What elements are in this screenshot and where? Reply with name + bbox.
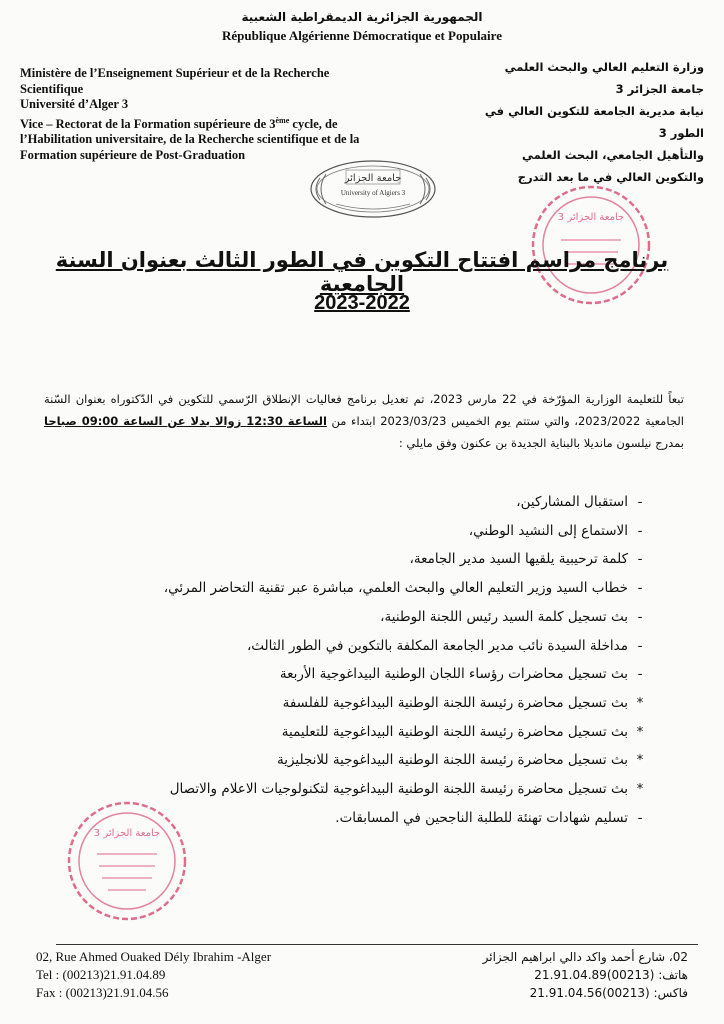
ministry-line-1: Ministère de l’Enseignement Supérieur et de la Recherche (20, 66, 330, 80)
footer-tel-ar: هاتف: (00213)21.91.04.89 (534, 968, 688, 982)
ministry-ar-line-5: والتكوين العالي في ما بعد التدرج (517, 170, 704, 184)
list-item: -الاستماع إلى النشيد الوطني، (468, 522, 643, 539)
footer-tel-fr: Tel : (00213)21.91.04.89 (36, 967, 166, 982)
header-french: République Algérienne Démocratique et Populaire (222, 28, 502, 43)
list-item: -مداخلة السيدة نائب مدير الجامعة المكلفة بالتكوين في الطور الثالث، (246, 637, 643, 654)
ministry-ar-line-1: وزارة التعليم العالي والبحث العلمي (504, 60, 704, 74)
university-logo (306, 158, 440, 220)
svg-text:جامعة الجزائر 3: جامعة الجزائر 3 (557, 212, 625, 223)
footer-address-ar: 02، شارع أحمد واكد دالي ابراهيم الجزائر (482, 950, 688, 964)
list-item: *بث تسجيل محاضرة رئيسة اللجنة الوطنية البيداغوجية للفلسفة (282, 694, 644, 711)
list-item: -تسليم شهادات تهنئة للطلبة الناجحين في المسابقات. (335, 809, 643, 826)
footer-contact-fr (36, 948, 271, 1002)
list-item: -استقبال المشاركين، (516, 494, 643, 510)
ministry-ar-line-3: نيابة مديرية الجامعة للتكوين العالي في الطور 3 (484, 104, 704, 140)
university-line: Université d’Alger 3 (20, 97, 129, 111)
svg-text:جامعة الجزائر 3: جامعة الجزائر 3 (93, 828, 161, 839)
ministry-block-fr (20, 66, 392, 163)
list-item: *بث تسجيل محاضرة رئيسة اللجنة الوطنية البيداغوجية للانجليزية (276, 752, 644, 769)
footer-fax-fr: Fax : (00213)21.91.04.56 (36, 985, 169, 1000)
vice-rectorat-line: Vice – Rectorat de la Formation supérieure de 3ème cycle, de (20, 115, 338, 131)
list-item: *بث تسجيل محاضرة رئيسة اللجنة الوطنية البيداغوجية للتعليمية (281, 723, 644, 740)
list-item: -بث تسجيل كلمة السيد رئيس اللجنة الوطنية، (380, 608, 643, 625)
footer-fax-ar: فاكس: (00213)21.91.04.56 (529, 986, 688, 1000)
footer-address-fr: 02, Rue Ahmed Ouaked Dély Ibrahim -Alger (36, 949, 272, 964)
ministry-line-2: Scientifique (20, 81, 84, 96)
program-list (92, 488, 652, 832)
header-arabic: الجمهورية الجزائرية الديمقراطية الشعبية (241, 10, 483, 24)
footer-divider (56, 944, 698, 945)
vice-rectorat-line-2: l’Habilitation universitaire, de la Recherche scientifique et de la (20, 132, 360, 147)
ministry-block-ar (464, 56, 704, 188)
list-item: -بث تسجيل محاضرات رؤساء اللجان الوطنية البيداغوجية الأربعة (279, 666, 643, 683)
official-stamp-bottom (62, 796, 192, 926)
ministry-ar-line-4: والتأهيل الجامعي، البحث العلمي (521, 148, 704, 162)
footer-contact-ar (483, 948, 688, 1002)
academic-year: 2023-2022 (314, 292, 410, 314)
time-highlight: الساعة 12:30 زوالا بدلا عن الساعة 09:00 صباحا (44, 414, 327, 428)
list-item: -كلمة ترحيبية يلقيها السيد مدير الجامعة، (409, 551, 643, 568)
document-title: برنامج مراسم افتتاح التكوين في الطور الثالث بعنوان السنة الجامعية (55, 248, 669, 296)
svg-text:University of Algiers 3: University of Algiers 3 (340, 189, 406, 197)
intro-paragraph: تبعاً للتعليمة الوزارية المؤرّخة في 22 مارس 2023، تم تعديل برنامج فعاليات الإنطلاق الرّسمي للتكوين في الدّكتوراه بعنوان السّنة الجامعية 2023/2022، والتي ستتم يوم الخميس 2023/03/23 ابتداء من الساعة 12:30 زوالا بدلا عن الساعة 09:00 صباحا بمدرج نيلسون مانديلا بالبناية الجديدة بن عكنون وفق مايلي : (44, 392, 684, 450)
list-item: *بث تسجيل محاضرة رئيسة اللجنة الوطنية البيداغوجية لتكنولوجيات الاعلام والاتصال (169, 781, 644, 798)
svg-text:جامعة الجزائر: جامعة الجزائر (344, 173, 402, 184)
ministry-ar-line-2: جامعة الجزائر 3 (615, 82, 704, 96)
vice-rectorat-line-3: Formation supérieure de Post-Graduation (20, 147, 246, 162)
list-item: -خطاب السيد وزير التعليم العالي والبحث العلمي، مباشرة عبر تقنية التحاضر المرئي، (163, 580, 643, 597)
